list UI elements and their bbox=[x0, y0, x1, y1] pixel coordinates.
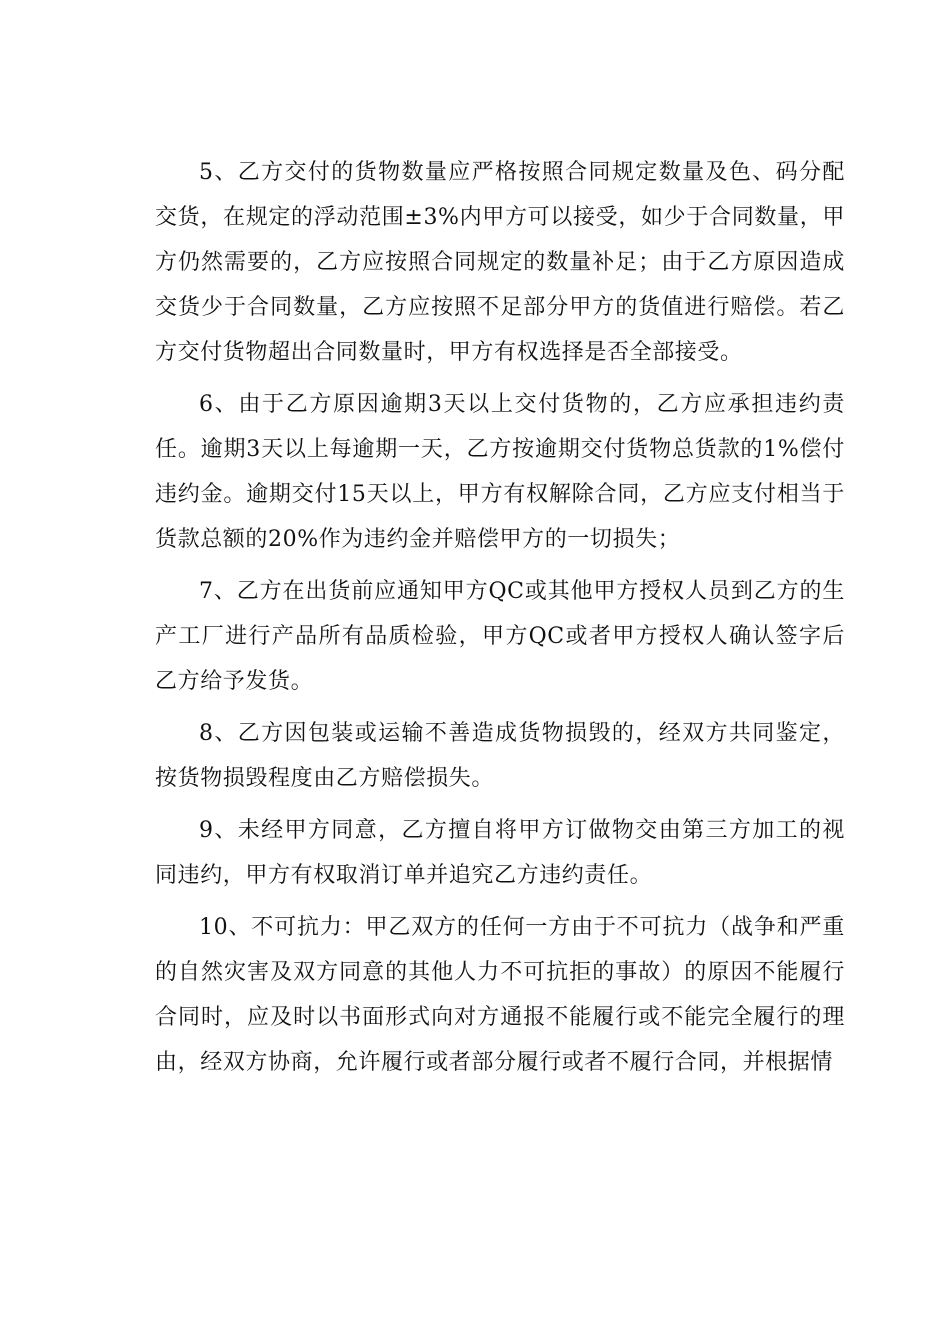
clause-6: 6、由于乙方原因逾期3天以上交付货物的，乙方应承担违约责任。逾期3天以上每逾期一天，乙方按逾期交付货物总货款的1%偿付违约金。逾期交付15天以上，甲方有权解除合同，乙方应支付相当于货款总额的20%作为违约金并赔偿甲方的一切损失； bbox=[155, 392, 845, 552]
clause-7: 7、乙方在出货前应通知甲方QC或其他甲方授权人员到乙方的生产工厂进行产品所有品质检验，甲方QC或者甲方授权人确认签字后乙方给予发货。 bbox=[155, 579, 845, 694]
clause-10: 10、不可抗力：甲乙双方的任何一方由于不可抗力（战争和严重的自然灾害及双方同意的其他人力不可抗拒的事故）的原因不能履行合同时，应及时以书面形式向对方通报不能履行或不能完全履行的理由，经双方协商，允许履行或者部分履行或者不履行合同，并根据情 bbox=[155, 915, 845, 1075]
clause-8: 8、乙方因包装或运输不善造成货物损毁的，经双方共同鉴定，按货物损毁程度由乙方赔偿损失。 bbox=[155, 721, 845, 791]
clause-9: 9、未经甲方同意，乙方擅自将甲方订做物交由第三方加工的视同违约，甲方有权取消订单并追究乙方违约责任。 bbox=[155, 818, 845, 888]
clause-5: 5、乙方交付的货物数量应严格按照合同规定数量及色、码分配交货，在规定的浮动范围±3%内甲方可以接受，如少于合同数量，甲方仍然需要的，乙方应按照合同规定的数量补足；由于乙方原因造成交货少于合同数量，乙方应按照不足部分甲方的货值进行赔偿。若乙方交付货物超出合同数量时，甲方有权选择是否全部接受。 bbox=[155, 160, 845, 365]
document-body bbox=[155, 150, 845, 1092]
